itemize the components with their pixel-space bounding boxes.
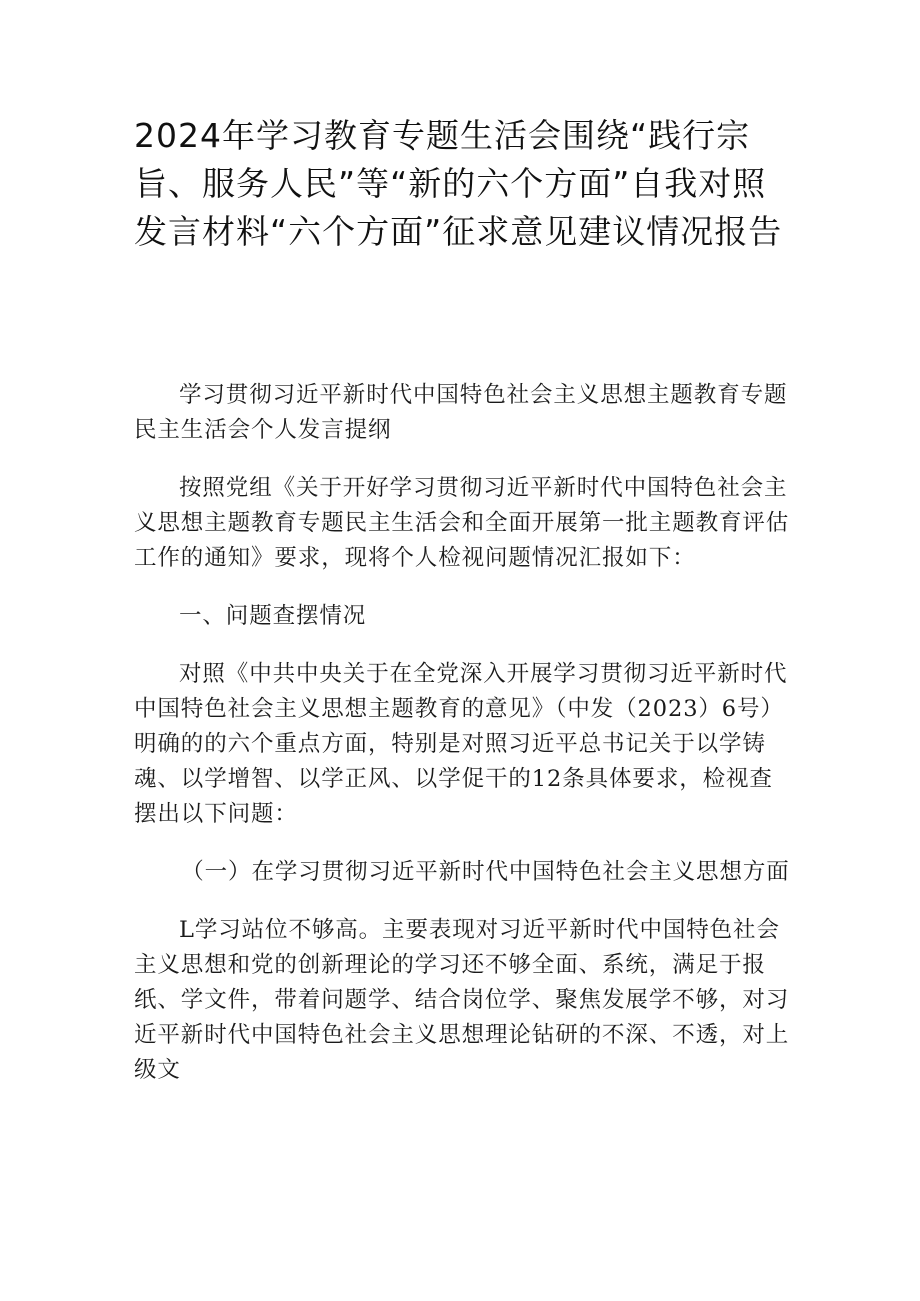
subsection-heading: （一）在学习贯彻习近平新时代中国特色社会主义思想方面 [181,859,790,885]
paragraph-subtitle: 学习贯彻习近平新时代中国特色社会主义思想主题教育专题民主生活会个人发言提纲 [134,382,788,443]
paragraph-contrast: 对照《中共中央关于在全党深入开展学习贯彻习近平新时代中国特色社会主义思想主题教育的意见》（中发（2023）6号）明确的的六个重点方面，特别是对照习近平总书记关于以学铸魂、以学增智、以学正风、以学促干的12条具体要求，检视查摆出以下问题： [134,661,788,827]
document-title: 2024年学习教育专题生活会围绕“践行宗旨、服务人民”等“新的六个方面”自我对照发言材料“六个方面”征求意见建议情况报告 [134,116,783,251]
paragraph-intro: 按照党组《关于开好学习贯彻习近平新时代中国特色社会主义思想主题教育专题民主生活会和全面开展第一批主题教育评估工作的通知》要求，现将个人检视问题情况汇报如下： [134,475,790,571]
document-body [134,378,794,1111]
paragraph-item-1: L学习站位不够高。主要表现对习近平新时代中国特色社会主义思想和党的创新理论的学习还不够全面、系统，满足于报纸、学文件，带着问题学、结合岗位学、聚焦发展学不够，对习近平新时代中国特色社会主义思想理论钻研的不深、不透，对上级文 [134,917,790,1083]
section-heading: 一、问题查摆情况 [179,603,367,629]
